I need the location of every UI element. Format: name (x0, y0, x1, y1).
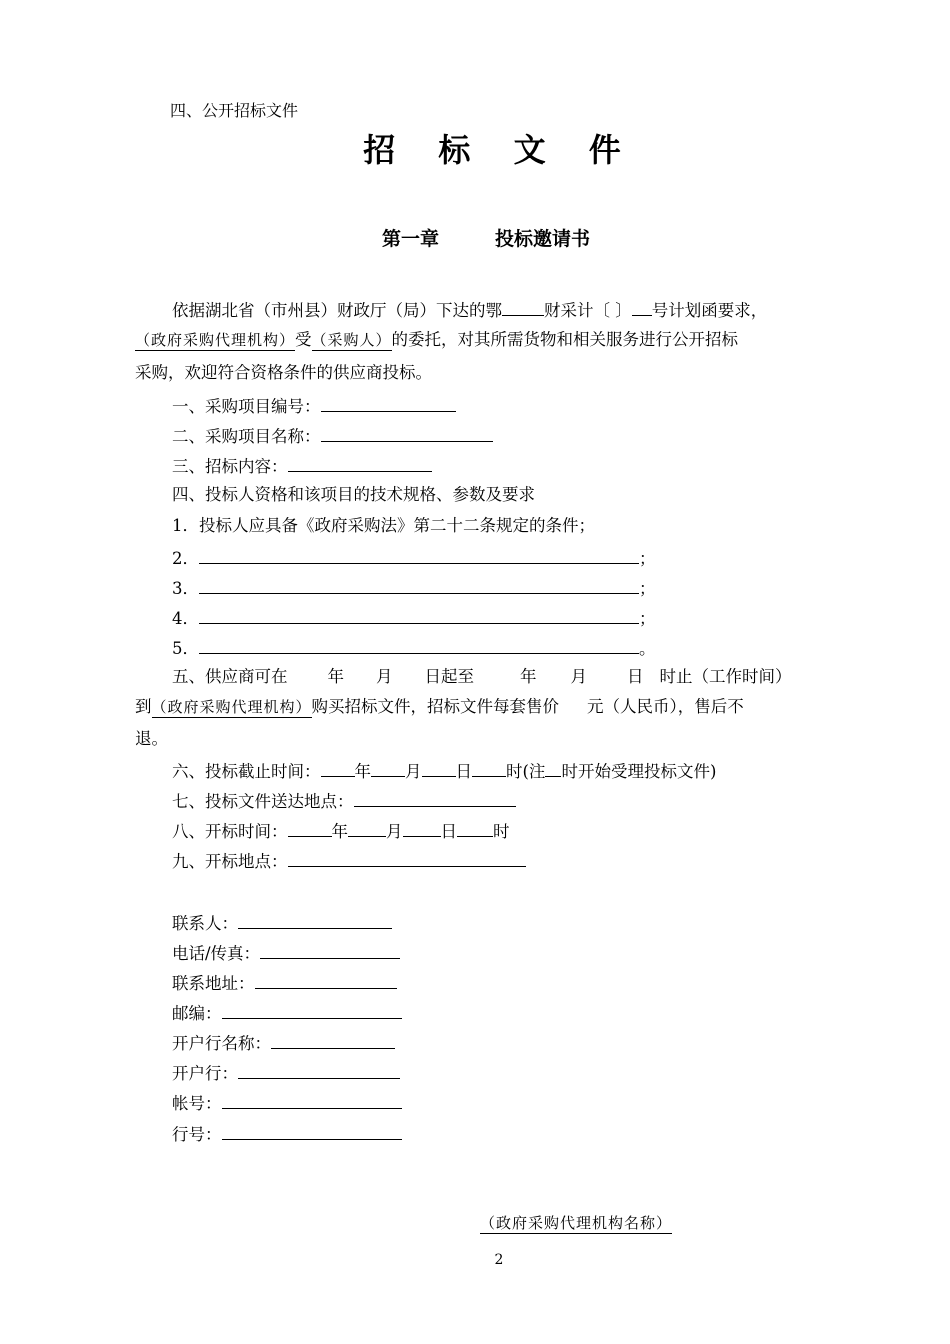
blank-field (472, 758, 506, 777)
requirement-4 (172, 605, 656, 631)
agency-placeholder: （政府采购代理机构） (135, 331, 296, 349)
blank-field (222, 1090, 402, 1109)
label: 5． (172, 639, 199, 658)
label: 二、采购项目名称： (172, 427, 321, 446)
label: 年 (327, 667, 344, 686)
bank-name-row (172, 1030, 395, 1056)
chapter-name: 投标邀请书 (495, 228, 591, 250)
sale-period-line-1 (172, 665, 792, 689)
intro-text: 依据湖北省（市州县）财政厅（局）下达的鄂 (172, 301, 502, 320)
document-title: 招 标 文 件 (363, 131, 637, 169)
intro-text: 的委托，对其所需货物和相关服务进行公开招标 (391, 330, 739, 349)
punct: ； (639, 549, 656, 568)
label: 日起至 (424, 667, 474, 686)
label: 元（人民币），售后不 (587, 697, 744, 716)
sale-period-line-3: 退。 (135, 729, 168, 748)
contact-person-row (172, 910, 392, 936)
punct: ； (639, 579, 656, 598)
label: 一、采购项目编号： (172, 397, 321, 416)
intro-text: 受 (295, 330, 312, 349)
blank-field (199, 605, 639, 624)
blank-field (199, 545, 639, 564)
punct: ； (639, 609, 656, 628)
contact-phone-row (172, 940, 400, 966)
blank-field (348, 818, 386, 837)
requirement-1: 1．投标人应具备《政府采购法》第二十二条规定的条件； (172, 516, 595, 535)
label: 七、投标文件送达地点： (172, 792, 354, 811)
label: 邮编： (172, 1004, 222, 1023)
blank-field (255, 970, 397, 989)
agency-placeholder: （政府采购代理机构） (151, 698, 312, 716)
chapter-number: 第一章 (382, 228, 440, 250)
label: 五、供应商可在 (172, 667, 288, 686)
blank-field (422, 758, 456, 777)
sale-period-line-2 (135, 695, 744, 719)
label: 时开始受理投标文件) (561, 762, 717, 781)
label: 时(注 (506, 762, 546, 781)
label: 联系地址： (172, 974, 255, 993)
label: 开户行名称： (172, 1034, 271, 1053)
blank-field (260, 940, 400, 959)
bid-deadline-row (172, 758, 716, 784)
label: 购买招标文件，招标文件每套售价 (311, 697, 560, 716)
section-heading: 四、公开招标文件 (170, 101, 299, 120)
project-number-row (172, 393, 456, 419)
blank-field (222, 1121, 402, 1140)
blank-field (238, 1060, 400, 1079)
intro-text: 号计划函要求， (651, 301, 768, 320)
blank-field (321, 393, 456, 412)
blank-field (545, 758, 561, 777)
label: 帐号： (172, 1094, 222, 1113)
blank-field (288, 848, 526, 867)
blank-field (271, 1030, 395, 1049)
blank-field (321, 758, 355, 777)
bank-number-row (172, 1121, 402, 1147)
chapter-heading (382, 227, 590, 251)
label: 年 (354, 762, 371, 781)
opening-time-row (172, 818, 510, 844)
page-number: 2 (494, 1252, 504, 1268)
blank-field (288, 818, 332, 837)
label: 月 (376, 667, 393, 686)
blank-field (403, 818, 441, 837)
label: 九、开标地点： (172, 852, 288, 871)
blank-field (632, 297, 652, 316)
label: 年 (520, 667, 537, 686)
label: 开户行： (172, 1064, 238, 1083)
label: 日 (627, 667, 644, 686)
requirement-5 (172, 635, 656, 661)
intro-line-2 (135, 328, 738, 352)
signature-agency (480, 1211, 672, 1235)
blank-field (199, 575, 639, 594)
blank-field (238, 910, 392, 929)
purchaser-placeholder: （采购人） (311, 331, 392, 349)
delivery-place-row (172, 788, 516, 814)
qualification-row: 四、投标人资格和该项目的技术规格、参数及要求 (172, 485, 535, 504)
label: 时 (493, 822, 510, 841)
label: 4． (172, 609, 199, 628)
account-row (172, 1090, 402, 1116)
label: 联系人： (172, 914, 238, 933)
label: 日 (455, 762, 472, 781)
label: 八、开标时间： (172, 822, 288, 841)
content-row (172, 453, 432, 479)
label: 时止（工作时间） (659, 667, 792, 686)
contact-address-row (172, 970, 397, 996)
intro-line-1 (172, 297, 767, 323)
label: 日 (440, 822, 457, 841)
label: 月 (386, 822, 403, 841)
blank-field (371, 758, 405, 777)
blank-field (502, 297, 544, 316)
contact-postcode-row (172, 1000, 402, 1026)
intro-text: 财采计〔 〕 (544, 301, 632, 320)
blank-field (199, 635, 639, 654)
project-name-row (172, 423, 493, 449)
opening-place-row (172, 848, 526, 874)
punct: 。 (639, 639, 656, 658)
blank-field (321, 423, 493, 442)
label: 月 (570, 667, 587, 686)
bank-row (172, 1060, 400, 1086)
signature-text: （政府采购代理机构名称） (480, 1214, 673, 1232)
label: 到 (135, 697, 152, 716)
intro-line-3: 采购，欢迎符合资格条件的供应商投标。 (135, 363, 432, 382)
label: 月 (405, 762, 422, 781)
blank-field (222, 1000, 402, 1019)
label: 六、投标截止时间： (172, 762, 321, 781)
label: 3． (172, 579, 199, 598)
requirement-2 (172, 545, 656, 571)
label: 2． (172, 549, 199, 568)
label: 行号： (172, 1125, 222, 1144)
blank-field (457, 818, 493, 837)
blank-field (288, 453, 432, 472)
label: 三、招标内容： (172, 457, 288, 476)
label: 电话/传真： (172, 944, 261, 963)
label: 年 (331, 822, 348, 841)
requirement-3 (172, 575, 656, 601)
blank-field (354, 788, 516, 807)
